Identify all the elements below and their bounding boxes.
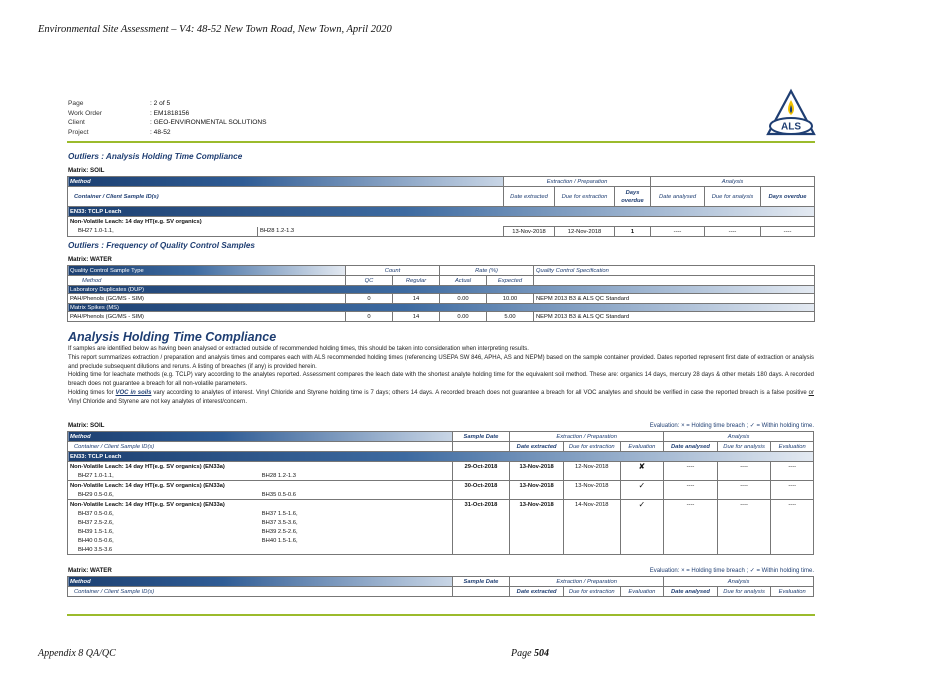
header-analysis: Analysis (664, 577, 814, 587)
qc-group-row: Laboratory Duplicates (DUP) (68, 286, 815, 294)
due-extraction: 13-Nov-2018 (563, 481, 620, 491)
rate-expected: 10.00 (487, 294, 534, 304)
meta-value: : 2 of 5 (150, 100, 171, 107)
section-title: Outliers : Frequency of Quality Control Samples (68, 241, 255, 250)
holding-time-compliance-soil-table (67, 431, 814, 555)
sample-id: BH37 0.5-0.6, (68, 509, 260, 518)
header-due-analysis: Due for analysis (705, 187, 761, 207)
qc-method: PAH/Phenols (GC/MS - SIM) (68, 294, 346, 304)
header-analysis: Analysis (651, 177, 815, 187)
header-sample-date: Sample Date (452, 577, 510, 587)
header-date-analysed: Date analysed (651, 187, 705, 207)
qc-count: 0 (346, 312, 393, 322)
sample-id: BH28 1.2-1.3 (258, 227, 504, 237)
evaluation-mark: ✘ (620, 462, 664, 472)
header-extraction: Extraction / Preparation (510, 577, 664, 587)
date-analysed: ---- (664, 500, 718, 510)
matrix-label: Matrix: SOIL (68, 167, 105, 174)
meta-row (68, 99, 267, 109)
meta-value: : GEO-ENVIRONMENTAL SOLUTIONS (150, 119, 267, 127)
header-date-extracted: Date extracted (504, 187, 555, 207)
due-analysis: ---- (705, 227, 761, 237)
meta-key: Work Order (68, 109, 102, 117)
sample-id: BH27 1.0-1.1, (68, 471, 260, 481)
meta-key: Client (68, 119, 85, 127)
evaluation-analysis: ---- (771, 462, 814, 472)
regular-count: 14 (393, 312, 440, 322)
header-evaluation: Evaluation (620, 442, 664, 452)
due-extraction: 12-Nov-2018 (555, 227, 615, 237)
paragraph: Holding times for VOC in soils vary according to analytes of interest. Vinyl Chloride and Styrene holding time is 7 days; others 14 days. A recorded breach does not guarantee a breach for all VOC analytes and should be verified in case the reported breach is a false positive or Vinyl Chloride and Styrene are not key analytes of interest/concern. (68, 389, 815, 405)
header-extraction: Extraction / Preparation (510, 432, 664, 442)
due-analysis: ---- (717, 500, 771, 510)
qc-group-row: Matrix Spikes (MS) (68, 304, 815, 312)
header-days-overdue: Days overdue (615, 187, 651, 207)
matrix-label: Matrix: WATER (68, 256, 112, 263)
group-row: EN33: TCLP Leach (68, 207, 815, 217)
header-sample-date: Sample Date (452, 432, 510, 442)
header-date-extracted: Date extracted (510, 587, 564, 597)
header-days-overdue-analysis: Days overdue (761, 187, 815, 207)
sample-id: BH35 0.5-0.6 (260, 490, 452, 500)
sample-id: BH27 1.0-1.1, (68, 227, 258, 237)
days-overdue: 1 (615, 227, 651, 237)
sample-id: BH37 2.5-2.6, (68, 518, 260, 527)
header-actual: Actual (440, 276, 487, 286)
header-container: Container / Client Sample ID(s) (68, 587, 453, 597)
method-row: Non-Volatile Leach: 14 day HT(e.g. SV organics) (EN33a) (68, 481, 453, 491)
document-header: Environmental Site Assessment – V4: 48-52 New Town Road, New Town, April 2020 (38, 24, 392, 35)
qc-frequency-table (67, 265, 815, 322)
header-due-extraction: Due for extraction (555, 187, 615, 207)
sample-id: BH28 1.2-1.3 (260, 471, 452, 481)
sample-id: BH37 3.5-3.6, (260, 518, 452, 527)
date-analysed: ---- (651, 227, 705, 237)
method-row: Non-Volatile Leach: 14 day HT(e.g. SV organics) (68, 217, 815, 227)
section-title: Outliers : Analysis Holding Time Compliance (68, 152, 243, 161)
date-analysed: ---- (664, 481, 718, 491)
matrix-label: Matrix: WATER (68, 567, 112, 574)
header-due-extraction: Due for extraction (563, 587, 620, 597)
footer-appendix: Appendix 8 QA/QC (38, 648, 116, 659)
header-method: Method (68, 177, 504, 187)
header-container: Container / Client Sample ID(s) (68, 442, 453, 452)
date-extracted: 13-Nov-2018 (504, 227, 555, 237)
report-meta (68, 99, 267, 137)
rate-actual: 0.00 (440, 312, 487, 322)
sample-id: BH29 0.5-0.6, (68, 490, 260, 500)
method-row: Non-Volatile Leach: 14 day HT(e.g. SV organics) (EN33a) (68, 500, 453, 510)
date-extracted: 13-Nov-2018 (510, 462, 564, 472)
qc-method: PAH/Phenols (GC/MS - SIM) (68, 312, 346, 322)
evaluation-legend: Evaluation: × = Holding time breach ; ✓ = Within holding time. (649, 423, 814, 429)
date-extracted: 13-Nov-2018 (510, 481, 564, 491)
header-method: Method (68, 276, 346, 286)
meta-row (68, 109, 267, 119)
header-analysis: Analysis (664, 432, 814, 442)
header-regular: Regular (393, 276, 440, 286)
header-due-analysis: Due for analysis (717, 442, 771, 452)
sample-date: 29-Oct-2018 (452, 462, 510, 472)
due-analysis: ---- (717, 462, 771, 472)
section-title: Analysis Holding Time Compliance (68, 330, 277, 344)
holding-time-compliance-water-table (67, 576, 814, 597)
evaluation-mark: ✓ (620, 481, 664, 491)
evaluation-analysis: ---- (771, 500, 814, 510)
header-expected: Expected (487, 276, 534, 286)
method-row: Non-Volatile Leach: 14 day HT(e.g. SV organics) (EN33a) (68, 462, 453, 472)
header-evaluation: Evaluation (620, 587, 664, 597)
sample-id: BH40 3.5-3.6 (68, 545, 260, 555)
header-evaluation-analysis: Evaluation (771, 587, 814, 597)
due-extraction: 14-Nov-2018 (563, 500, 620, 510)
sample-id: BH39 2.5-2.6, (260, 527, 452, 536)
header-method: Method (68, 577, 453, 587)
qc-count: 0 (346, 294, 393, 304)
meta-key: Page (68, 100, 84, 107)
header-date-analysed: Date analysed (664, 587, 718, 597)
meta-key: Project (68, 128, 89, 136)
meta-value: : EM1818156 (150, 109, 190, 117)
sample-date: 30-Oct-2018 (452, 481, 510, 491)
paragraph: If samples are identified below as having been analysed or extracted outside of recommended holding times, this should be taken into consideration when interpreting results. (68, 346, 529, 352)
sample-id: BH37 1.5-1.6, (260, 509, 452, 518)
header-spec: Quality Control Specification (534, 266, 815, 276)
evaluation-mark: ✓ (620, 500, 664, 510)
header-date-analysed: Date analysed (664, 442, 718, 452)
explanatory-text (68, 345, 814, 407)
als-logo (766, 88, 816, 138)
header-rate: Rate (%) (440, 266, 534, 276)
regular-count: 14 (393, 294, 440, 304)
meta-row (68, 118, 267, 128)
divider (67, 614, 815, 616)
paragraph: Holding time for leachate methods (e.g. TCLP) vary according to the analytes reported. Assessment compares the leach date with the shortest analyte holding time for the equivalent soil method. These are: organics 14 days, mercury 28 days & other metals 180 days. A recorded breach does not guarantee a breach for all non-volatile parameters. (68, 372, 814, 388)
sample-date: 31-Oct-2018 (452, 500, 510, 510)
qc-spec: NEPM 2013 B3 & ALS QC Standard (534, 312, 815, 322)
rate-expected: 5.00 (487, 312, 534, 322)
header-date-extracted: Date extracted (510, 442, 564, 452)
due-analysis: ---- (717, 481, 771, 491)
header-count: Count (346, 266, 440, 276)
matrix-label: Matrix: SOIL (68, 422, 105, 429)
header-due-analysis: Due for analysis (717, 587, 771, 597)
evaluation-analysis: ---- (771, 481, 814, 491)
logo-text: ALS (781, 121, 801, 133)
rate-actual: 0.00 (440, 294, 487, 304)
days-overdue-analysis: ---- (761, 227, 815, 237)
due-extraction: 12-Nov-2018 (563, 462, 620, 472)
paragraph: This report summarizes extraction / preparation and analysis times and compares each with ALS recommended holding times (referencing USEPA SW 846, APHA, AS and NEPM) based on the sample container provided. Dates reported represent first date of extraction or analysis and preclude subsequent dilutions and reruns. A listing of breaches (if any) is provided herein. (68, 354, 814, 370)
sample-id: BH40 1.5-1.6, (260, 536, 452, 545)
divider (67, 141, 815, 143)
meta-value: : 48-52 (150, 128, 171, 136)
sample-id (260, 545, 452, 555)
sample-id: BH40 0.5-0.6, (68, 536, 260, 545)
qc-spec: NEPM 2013 B3 & ALS QC Standard (534, 294, 815, 304)
header-container: Container / Client Sample ID(s) (68, 187, 504, 207)
date-analysed: ---- (664, 462, 718, 472)
sample-id: BH39 1.5-1.6, (68, 527, 260, 536)
header-method: Method (68, 432, 453, 442)
header-qc-type: Quality Control Sample Type (68, 266, 346, 276)
outliers-holding-time-table (67, 176, 815, 237)
group-row: EN33: TCLP Leach (68, 452, 814, 462)
meta-row (68, 128, 267, 138)
header-extraction: Extraction / Preparation (504, 177, 651, 187)
evaluation-legend: Evaluation: × = Holding time breach ; ✓ = Within holding time. (649, 568, 814, 574)
header-due-extraction: Due for extraction (563, 442, 620, 452)
date-extracted: 13-Nov-2018 (510, 500, 564, 510)
header-qc: QC (346, 276, 393, 286)
footer-page: Page 504 (511, 648, 550, 659)
header-evaluation-analysis: Evaluation (771, 442, 814, 452)
